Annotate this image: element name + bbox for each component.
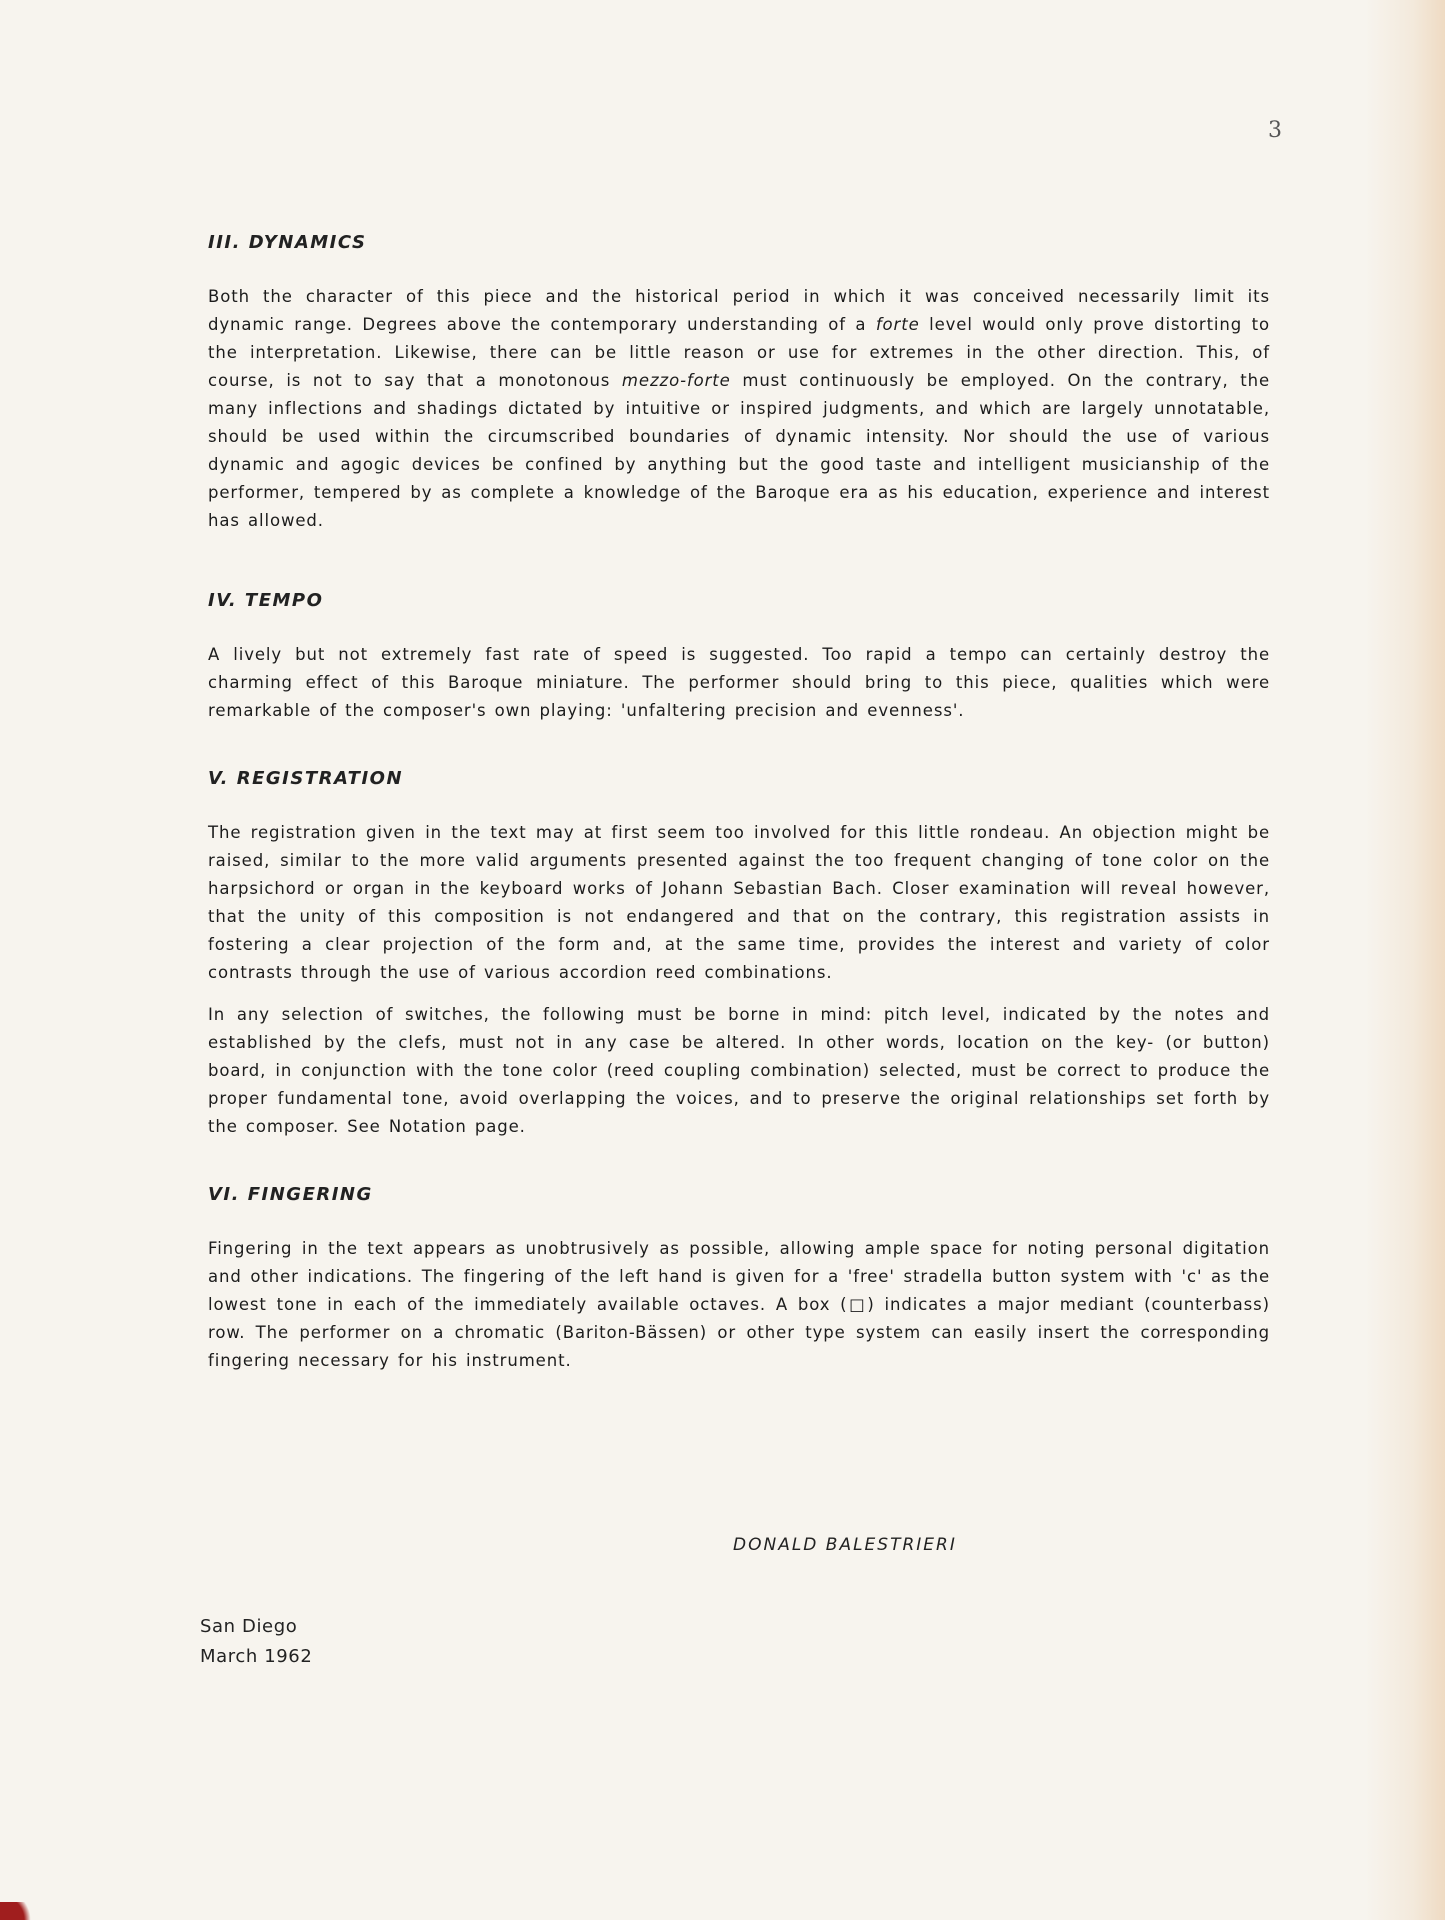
- section-tempo: [208, 590, 1270, 725]
- paragraph-fingering: Fingering in the text appears as unobtrusively as possible, allowing ample space for noting personal digitation and other indications. The fingering of the left hand is given for a 'free' stradella button system with 'c' as the lowest tone in each of the immediately available octaves. A box (□) indicates a major mediant (counterbass) row. The performer on a chromatic (Bariton-Bässen) or other type system can easily insert the corresponding fingering necessary for his instrument.: [208, 1239, 1270, 1370]
- section-fingering: [208, 1184, 1270, 1375]
- page-edge-shading: [1365, 0, 1445, 1920]
- date: March 1962: [200, 1646, 313, 1667]
- page-number: 3: [1268, 118, 1282, 143]
- term-forte: forte: [875, 315, 920, 334]
- term-mezzo-forte: mezzo-forte: [621, 371, 731, 390]
- section-registration: [208, 768, 1270, 1141]
- paragraph-tempo: A lively but not extremely fast rate of speed is suggested. Too rapid a tempo can certainly destroy the charming effect of this Baroque miniature. The performer should bring to this piece, qualities which were remarkable of the composer's own playing: 'unfaltering precision and evenness'.: [208, 645, 1270, 720]
- heading-dynamics: III. DYNAMICS: [208, 232, 367, 253]
- place-date-block: [200, 1612, 312, 1672]
- section-dynamics: [208, 232, 1270, 535]
- paragraph-registration-1: The registration given in the text may at first seem too involved for this little rondeau. An objection might be raised, similar to the more valid arguments presented against the too frequent changing of tone color on the harpsichord or organ in the keyboard works of Johann Sebastian Bach. Closer examination will reveal however, that the unity of this composition is not endangered and that on the contrary, this registration assists in fostering a clear projection of the form and, at the same time, provides the interest and variety of color contrasts through the use of various accordion reed combinations.: [208, 823, 1270, 982]
- place: San Diego: [200, 1616, 298, 1637]
- author-signature: DONALD BALESTRIERI: [733, 1535, 957, 1555]
- heading-tempo: IV. TEMPO: [208, 590, 324, 611]
- heading-registration: V. REGISTRATION: [208, 768, 404, 789]
- paragraph-registration-2: In any selection of switches, the following must be borne in mind: pitch level, indicated by the notes and established by the clefs, must not in any case be altered. In other words, location on the key- (or button) board, in conjunction with the tone color (reed coupling combination) selected, must be correct to produce the proper fundamental tone, avoid overlapping the voices, and to preserve the original relationships set forth by the composer. See Notation page.: [208, 1005, 1270, 1136]
- heading-fingering: VI. FINGERING: [208, 1184, 373, 1205]
- paragraph-dynamics: Both the character of this piece and the historical period in which it was conceived necessarily limit its dynamic range. Degrees above the contemporary understanding of a forte level would only prove distorting to the interpretation. Likewise, there can be little reason or use for extremes in the other direction. This, of course, is not to say that a monotonous mezzo-forte must continuously be employed. On the contrary, the many inflections and shadings dictated by intuitive or inspired judgments, and which are largely unnotatable, should be used within the circumscribed boundaries of dynamic intensity. Nor should the use of various dynamic and agogic devices be confined by anything but the good taste and intelligent musicianship of the performer, tempered by as complete a knowledge of the Baroque era as his education, experience and interest has allowed.: [208, 287, 1271, 530]
- corner-mark: [0, 1902, 40, 1920]
